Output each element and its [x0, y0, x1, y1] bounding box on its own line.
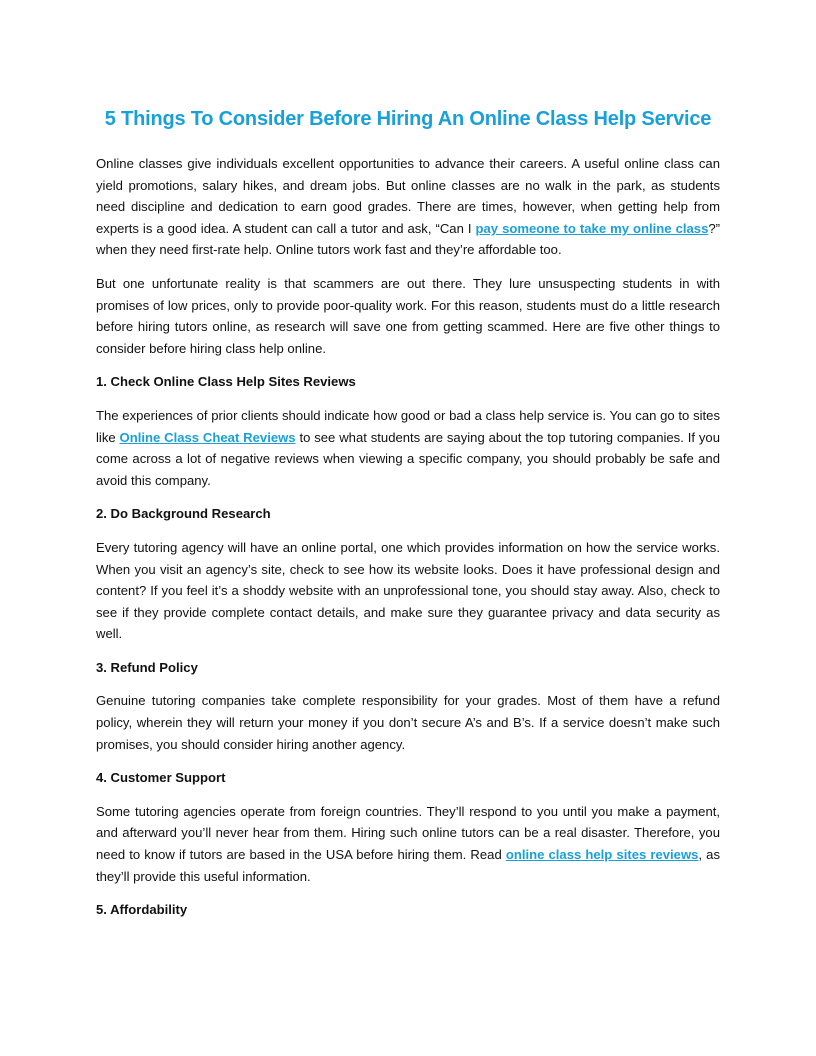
section-3-heading: 3. Refund Policy: [96, 659, 198, 675]
section-2-heading: 2. Do Background Research: [96, 506, 271, 522]
online-class-cheat-reviews-link[interactable]: Online Class Cheat Reviews: [119, 429, 296, 445]
section-5-heading: 5. Affordability: [96, 902, 188, 918]
online-class-help-sites-reviews-link[interactable]: online class help sites reviews: [505, 847, 699, 863]
intro-paragraph-2: But one unfortunate reality is that scammers are out there. They lure unsuspecting students in with promises of low prices, only to provide poor-quality work. For this reason, students must do a little research before hiring tutors online, as research will save one from getting scammed. Here are five other things to consider before hiring class help online.: [96, 275, 720, 356]
section-3-paragraph: Genuine tutoring companies take complete responsibility for your grades. Most of them have a refund policy, wherein they will return your money if you don’t secure A’s and B’s. If a service doesn’t make such promises, you should consider hiring another agency.: [96, 693, 720, 752]
intro-text-start: Online classes give individuals excellent opportunities to advance their careers. A useful online class can yield promotions, salary hikes, and dream jobs. But online classes are no walk in the park, as students need discipline and dedication to earn good grades. There are times, however, when getting help from experts is a good idea. A student can call a tutor and ask, “Can I: [96, 156, 720, 236]
section-1-text-end: to see what students are saying about the top tutoring companies. If you come across a lot of negative reviews when viewing a specific company, you should probably be safe and avoid this company.: [96, 429, 720, 488]
intro-text-end: ?” when they need first-rate help. Online tutors work fast and they’re affordable too.: [96, 220, 721, 258]
document-page: [96, 108, 720, 933]
intro-paragraph-1: [96, 153, 720, 261]
section-4-paragraph: [96, 801, 720, 887]
section-1-paragraph: [96, 405, 720, 491]
section-2-paragraph: Every tutoring agency will have an online portal, one which provides information on how the service works. When you visit an agency’s site, check to see how its website looks. Does it have professional design and content? If you feel it’s a shoddy website with an unprofessional tone, you should stay away. Also, check to see if they provide complete contact details, and make sure they guarantee privacy and data security as well.: [96, 539, 720, 642]
section-1-heading: 1. Check Online Class Help Sites Reviews: [96, 374, 356, 390]
page-title: 5 Things To Consider Before Hiring An Online Class Help Service: [104, 108, 712, 130]
pay-someone-link[interactable]: pay someone to take my online class: [475, 220, 709, 236]
section-4-text-end: , as they’ll provide this useful information.: [96, 847, 720, 884]
section-4-text-start: Some tutoring agencies operate from foreign countries. They’ll respond to you until you make a payment, and afterward you’ll never hear from them. Hiring such online tutors can be a real disaster. Therefore, you need to know if tutors are based in the USA before hiring them. Read: [96, 803, 720, 863]
section-1-text-start: The experiences of prior clients should indicate how good or bad a class help service is. You can go to sites like: [96, 407, 720, 445]
section-4-heading: 4. Customer Support: [96, 770, 226, 786]
